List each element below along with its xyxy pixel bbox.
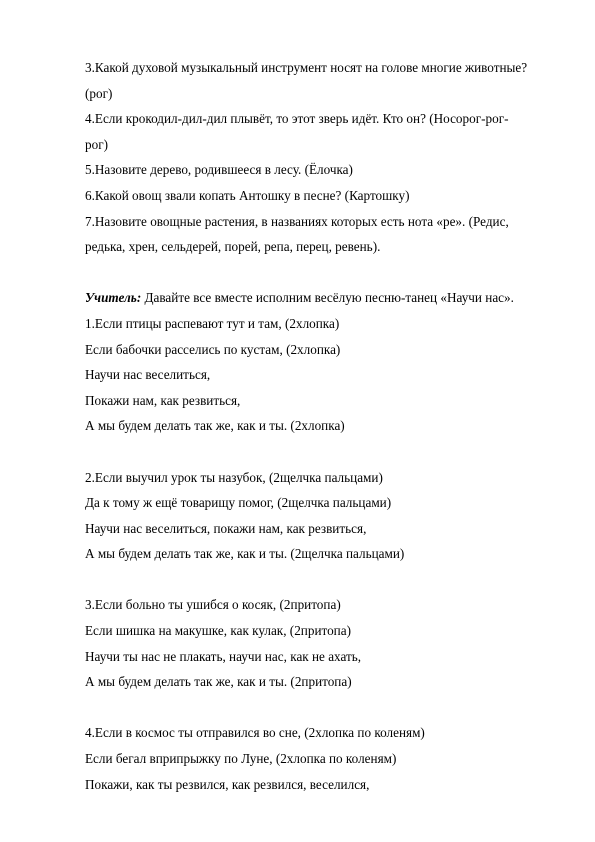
verse-3-line: А мы будем делать так же, как и ты. (2притопа) xyxy=(85,674,352,690)
verse-2-line: А мы будем делать так же, как и ты. (2щелчка пальцами) xyxy=(85,546,405,562)
question-line: 6.Какой овощ звали копать Антошку в песне? (Картошку) xyxy=(85,187,410,203)
verse-2-line: Да к тому ж ещё товарищу помог, (2щелчка пальцами) xyxy=(85,495,392,511)
paragraph-gap xyxy=(85,567,545,593)
question-line: 3.Какой духовой музыкальный инструмент носят на голове многие животные? xyxy=(85,60,528,75)
question-line: рог) xyxy=(85,136,108,152)
verse-4-line: 4.Если в космос ты отправился во сне, (2хлопка по коленям) xyxy=(85,725,425,741)
verse-1-line: Если бабочки расселись по кустам, (2хлопка) xyxy=(85,341,341,357)
verse-4-line: Если бегал вприпрыжку по Луне, (2хлопка по коленям) xyxy=(85,751,397,767)
verse-1-line: Научи нас веселиться, xyxy=(85,367,211,383)
teacher-label: Учитель: xyxy=(85,290,142,306)
verse-1-line: Покажи нам, как резвиться, xyxy=(85,392,241,408)
verse-3-line: Научи ты нас не плакать, научи нас, как не ахать, xyxy=(85,648,362,664)
verse-3-line: 3.Если больно ты ушибся о косяк, (2притопа) xyxy=(85,597,341,613)
teacher-text: Давайте все вместе исполним весёлую песню-танец «Научи нас». xyxy=(141,290,514,306)
paragraph-gap xyxy=(85,439,545,465)
question-line: 7.Назовите овощные растения, в названиях которых есть нота «ре». (Редис, xyxy=(85,213,509,229)
verse-1-line: А мы будем делать так же, как и ты. (2хлопка) xyxy=(85,418,345,434)
question-line: 4.Если крокодил-дил-дил плывёт, то этот зверь идёт. Кто он? (Носорог-рог- xyxy=(85,111,509,127)
document-body xyxy=(85,55,545,797)
verse-4-line: Покажи, как ты резвился, как резвился, веселился, xyxy=(85,776,370,792)
paragraph-gap xyxy=(85,695,545,721)
verse-2-line: 2.Если выучил урок ты назубок, (2щелчка пальцами) xyxy=(85,469,383,485)
verse-2-line: Научи нас веселиться, покажи нам, как резвиться, xyxy=(85,520,367,536)
paragraph-gap xyxy=(85,260,545,286)
verse-1-line: 1.Если птицы распевают тут и там, (2хлопка) xyxy=(85,315,340,331)
question-line: редька, хрен, сельдерей, порей, репа, перец, ревень). xyxy=(85,239,381,255)
verse-3-line: Если шишка на макушке, как кулак, (2притопа) xyxy=(85,623,351,639)
question-line: (рог) xyxy=(85,85,113,101)
teacher-line xyxy=(85,285,545,311)
question-line: 5.Назовите дерево, родившееся в лесу. (Ёлочка) xyxy=(85,162,353,178)
